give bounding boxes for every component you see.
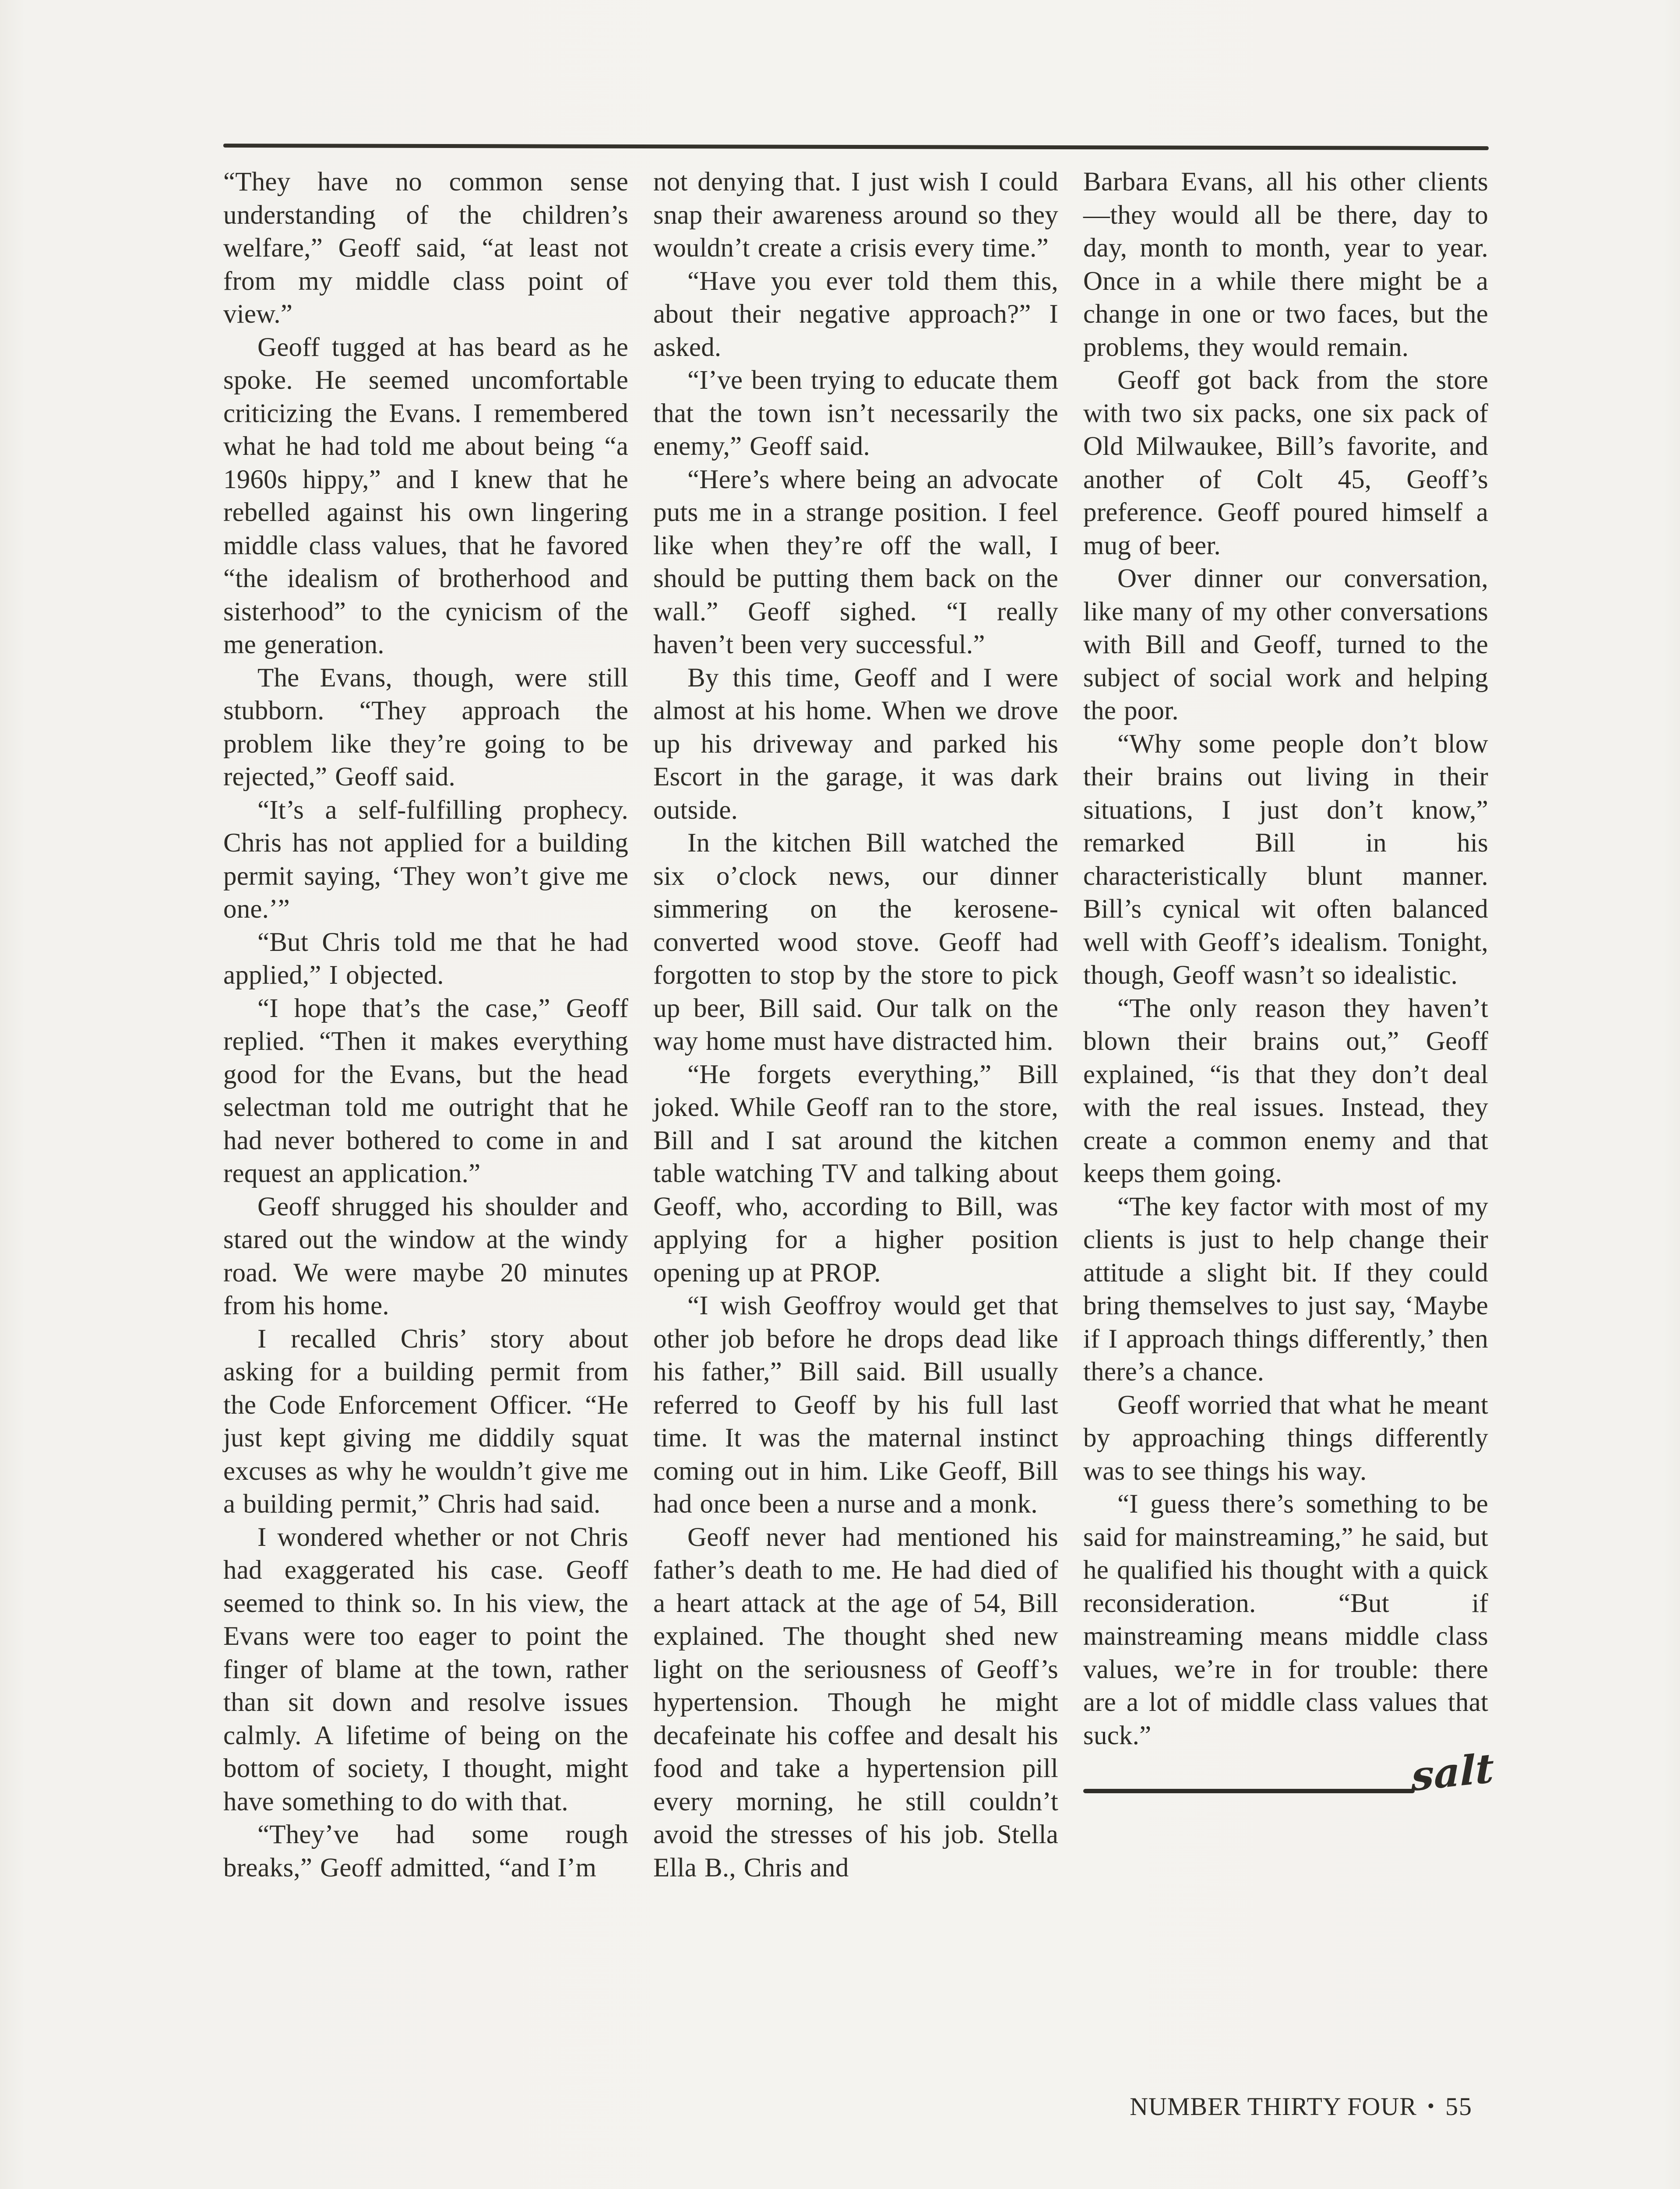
paragraph: “Here’s where being an advocate puts me in a strange position. I feel like when they’re off the wall, I should be putting them back on the wall.” Geoff sighed. “I really haven’t been very successful.” xyxy=(653,465,1058,659)
paragraph: Geoff never had mentioned his father’s death to me. He had died of a heart attack at the age of 54, Bill explained. The thought shed new light on the seriousness of Geoff’s hypertension. Though he might decafeinate his coffee and desalt his food and take a hypertension pill every morning, he still couldn’t avoid the stresses of his job. Stella Ella B., Chris and xyxy=(653,1522,1058,1883)
footer-page-number: 55 xyxy=(1445,2092,1472,2121)
signature-name: salt xyxy=(1411,1744,1494,1801)
paragraph: “I hope that’s the case,” Geoff replied. “Then it makes everything good for the Evans, but the head selectman told me outright that he had never bothered to come in and request an application.” xyxy=(223,993,628,1188)
text-column-1-paragraphs xyxy=(223,165,628,1884)
paragraph: Geoff shrugged his shoulder and stared out the window at the windy road. We were maybe 20 minutes from his home. xyxy=(223,1192,628,1320)
footer-issue-title: NUMBER THIRTY FOUR xyxy=(1130,2092,1417,2121)
text-column-3-paragraphs xyxy=(1083,165,1488,1752)
paragraph: “He forgets everything,” Bill joked. While Geoff ran to the store, Bill and I sat around the kitchen table watching TV and talking about Geoff, who, according to Bill, was applying for a higher position opening up at PROP. xyxy=(653,1059,1058,1288)
paragraph: “They’ve had some rough breaks,” Geoff admitted, “and I’m xyxy=(223,1820,628,1883)
text-column-3 xyxy=(1083,165,1494,1884)
text-column-2-paragraphs xyxy=(653,165,1058,1884)
paragraph: I wondered whether or not Chris had exaggerated his case. Geoff seemed to think so. In his view, the Evans were too eager to point the finger of blame at the town, rather than sit down and resolve issues calmly. A lifetime of being on the bottom of society, I thought, might have something to do with that. xyxy=(223,1522,628,1816)
paragraph: The Evans, though, were still stubborn. “They approach the problem like they’re going to be rejected,” Geoff said. xyxy=(223,663,628,792)
paragraph: “I wish Geoffroy would get that other job before he drops dead like his father,” Bill said. Bill usually referred to Geoff by his full last time. It was the maternal instinct coming out in him. Like Geoff, Bill had once been a nurse and a monk. xyxy=(653,1291,1058,1519)
footer-bullet-icon: • xyxy=(1427,2094,1435,2117)
paragraph: Barbara Evans, all his other clients—they would all be there, day to day, month to month, year to year. Once in a while there might be a change in one or two faces, but the problems, they would remain. xyxy=(1083,167,1488,362)
paragraph: Geoff worried that what he meant by approaching things differently was to see things his way. xyxy=(1083,1390,1488,1486)
paragraph: “The only reason they haven’t blown their brains out,” Geoff explained, “is that they don’t deal with the real issues. Instead, they create a common enemy and that keeps them going. xyxy=(1083,993,1488,1188)
paragraph: In the kitchen Bill watched the six o’clock news, our dinner simmering on the kerosene-converted wood stove. Geoff had forgotten to stop by the store to pick up beer, Bill said. Our talk on the way home must have distracted him. xyxy=(653,828,1058,1056)
paragraph: “I guess there’s something to be said for mainstreaming,” he said, but he qualified his thought with a quick reconsideration. “But if mainstreaming means middle class values, we’re in for trouble: there are a lot of middle class values that suck.” xyxy=(1083,1489,1488,1750)
paragraph: “I’ve been trying to educate them that the town isn’t necessarily the enemy,” Geoff said. xyxy=(653,366,1058,461)
page-footer xyxy=(1130,2094,1472,2122)
paragraph: I recalled Chris’ story about asking for a building permit from the Code Enforcement Officer. “He just kept giving me diddily squat excuses as why he wouldn’t give me a building permit,” Chris had said. xyxy=(223,1324,628,1519)
paragraph: “They have no common sense understanding of the children’s welfare,” Geoff said, “at least not from my middle class point of view.” xyxy=(223,167,628,329)
text-column-2 xyxy=(653,165,1058,1884)
paragraph: “It’s a self-fulfilling prophecy. Chris has not applied for a building permit saying, ‘They won’t give me one.’” xyxy=(223,795,628,924)
top-rule xyxy=(223,144,1489,150)
paragraph: “Why some people don’t blow their brains out living in their situations, I just don’t know,” remarked Bill in his characteristically blunt manner. Bill’s cynical wit often balanced well with Geoff’s idealism. Tonight, though, Geoff wasn’t so idealistic. xyxy=(1083,729,1488,990)
paragraph: not denying that. I just wish I could snap their awareness around so they wouldn’t create a crisis every time.” xyxy=(653,167,1058,263)
article-body xyxy=(223,165,1494,1884)
paragraph: “But Chris told me that he had applied,” I objected. xyxy=(223,927,628,990)
text-column-1 xyxy=(223,165,628,1884)
paragraph: “Have you ever told them this, about their negative approach?” I asked. xyxy=(653,266,1058,362)
paragraph: By this time, Geoff and I were almost at his home. When we drove up his driveway and parked his Escort in the garage, it was dark outside. xyxy=(653,663,1058,825)
paragraph: Geoff tugged at has beard as he spoke. He seemed uncomfortable criticizing the Evans. I remembered what he had told me about being “a 1960s hippy,” and I knew that he rebelled against his own lingering middle class values, that he favored “the idealism of brotherhood and sisterhood” to the cynicism of the me generation. xyxy=(223,332,628,659)
paragraph: Geoff got back from the store with two six packs, one six pack of Old Milwaukee, Bill’s favorite, and another of Colt 45, Geoff’s preference. Geoff poured himself a mug of beer. xyxy=(1083,366,1488,560)
paragraph: “The key factor with most of my clients is just to help change their attitude a slight bit. If they could bring themselves to just say, ‘Maybe if I approach things differently,’ then there’s a chance. xyxy=(1083,1192,1488,1387)
paragraph: Over dinner our conversation, like many of my other conversations with Bill and Geoff, turned to the subject of social work and helping the poor. xyxy=(1083,564,1488,725)
article-end-signature xyxy=(1083,1744,1494,1822)
signature-rule xyxy=(1083,1789,1415,1793)
